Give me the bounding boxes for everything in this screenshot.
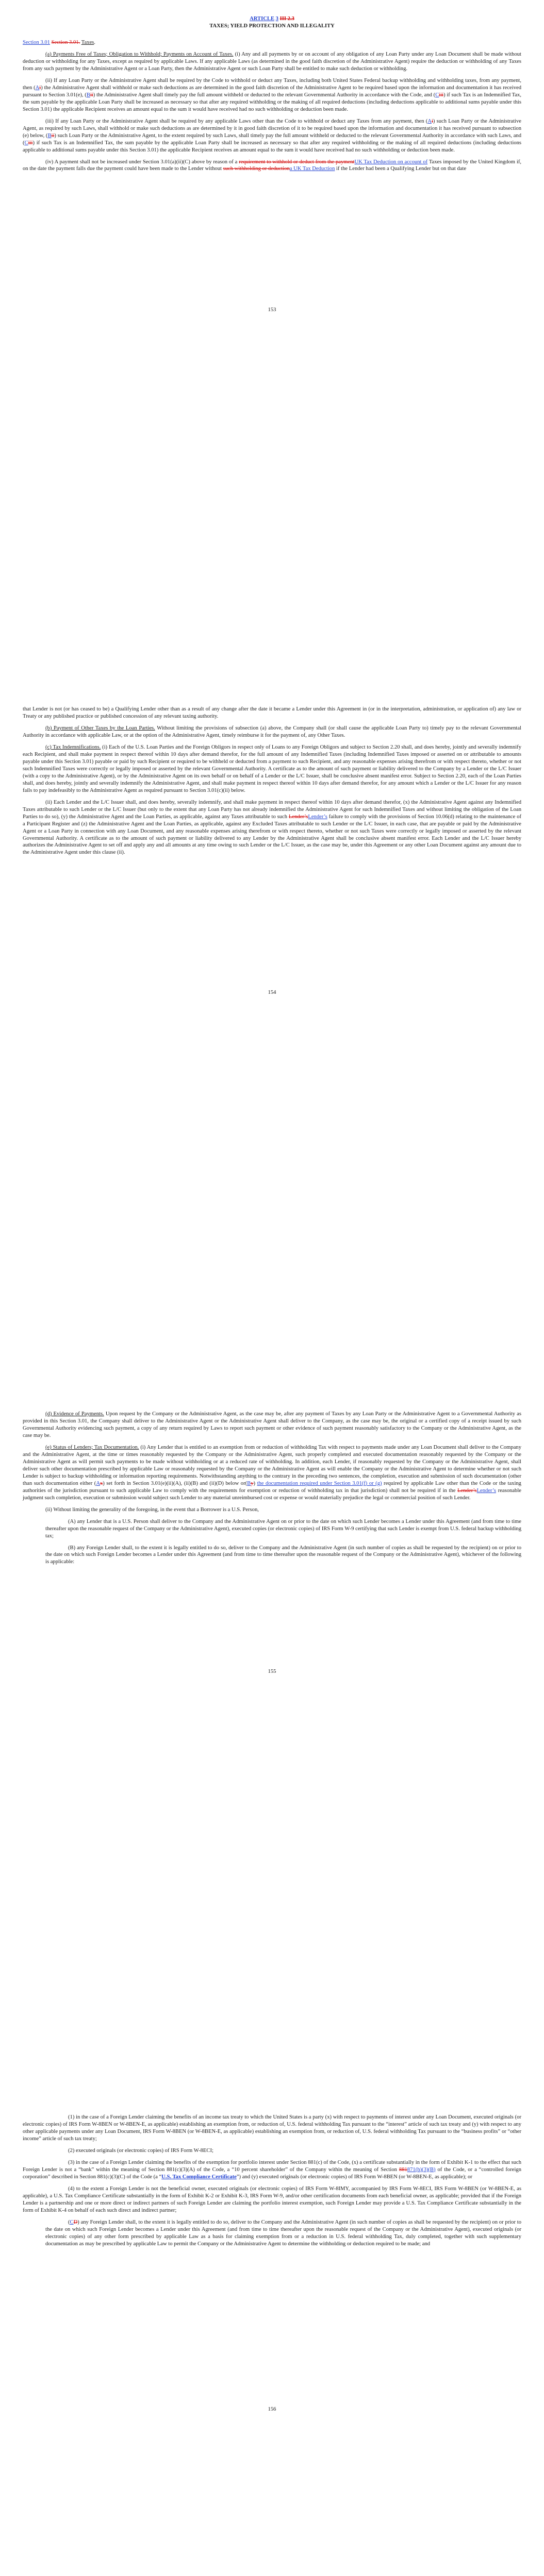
paragraph-a-i-text: (i) Any and all payments by or on account of any obligation of any Loan Party under any Loan Document shall be made without deduction or withholding for any Taxes, except as required by applicable Laws. If any applicable Laws (as determined in the good faith discretion of the Administrative Agent) require the deduction or withholding of any Taxes from any such payment by the Administrative Agent or a Loan Party, then the Administrative Agent or such Loan Party shall be entitled to make such deduction or withholding. bbox=[23, 51, 521, 72]
paragraph-e-ii-b: (B) any Foreign Lender shall, to the extent it is legally entitled to do so, deliver to the Company and the Administrative Agent (in such number of copies as shall be requested by the recipient) on or prior to the date on which such Foreign Lender becomes a Lender under this Agreement (and from time to time thereafter upon the reasonable request of the Company or the Administrative Agent), whichever of the following is applicable: bbox=[45, 1545, 521, 1565]
text-span: ) if such Tax is an Indemnified Tax, the sum payable by the applicable Loan Party shall be increased as necessary so that after any required withholding or the making of all required deductions (including deductions applicable to additional sums payable under this Section 3.01) the applicable Recipient receives an amount equal to the sum it would have received had no such withholding or deduction been made. bbox=[23, 92, 521, 112]
deleted-text: D bbox=[73, 2219, 78, 2225]
deleted-text: Lender’s bbox=[457, 1487, 477, 1494]
text-span: reasonable judgment such completion, execution or submission would subject such Lender to any material unreimbursed cost or expense or would materially prejudice the legal or commercial position of such Lender. bbox=[23, 1487, 521, 1501]
paragraph-e-ii-b-4: (4) to the extent a Foreign Lender is not the beneficial owner, executed originals (or electronic copies) of IRS Form W-8IMY, accompanied by IRS Form W-8ECI, IRS Form W-8BEN (or W-8BEN-E, as applicable), a U.S. Tax Compliance Certificate substantially in the form of Exhibit K-2 or Exhibit K-3, IRS Form W-9, and/or other certification documents from each beneficial owner, as applicable; provided that if the Foreign Lender is a partnership and one or more direct or indirect partners of such Foreign Lender are claiming the portfolio interest exemption, such Foreign Lender may provide a U.S. Tax Compliance Certificate substantially in the form of Exhibit K-4 on behalf of each such direct and indirect partner; bbox=[23, 2185, 521, 2213]
deleted-text: such withholding or deduction bbox=[223, 166, 290, 172]
text-span: ) if such Tax is an Indemnified Tax, the sum payable by the applicable Loan Party shall be increased as necessary so that after any required withholding or the making of all required deductions (including deductions applicable to additional sums payable under this Section 3.01) the applicable Recipient receives an amount equal to the sum it would have received had no such withholding or deduction been made. bbox=[23, 140, 521, 153]
paragraph-e-ii-a: (A) any Lender that is a U.S. Person shall deliver to the Company and the Administrative Agent on or prior to the date on which such Lender becomes a Lender under this Agreement (and from time to time thereafter upon the reasonable request of the Company or the Administrative Agent), executed copies (or electronic copies) of IRS Form W-9 certifying that such Lender is exempt from U.S. federal backup withholding tax; bbox=[45, 1518, 521, 1539]
page-number: 155 bbox=[268, 1669, 276, 1674]
inserted-defined-term: U.S. Tax Compliance Certificate bbox=[161, 2174, 237, 2180]
deleted-text: 881 bbox=[399, 2166, 407, 2173]
deleted-text: iii bbox=[439, 92, 444, 98]
deleted-text: Lender’s bbox=[288, 814, 308, 820]
page-154 bbox=[0, 703, 544, 1406]
section-number-inserted: Section 3.01 bbox=[23, 39, 50, 45]
deleted-text: i bbox=[39, 84, 41, 91]
page-155 bbox=[0, 1406, 544, 2110]
paragraph-a-iii bbox=[23, 118, 521, 154]
paragraph-b bbox=[23, 725, 521, 739]
inserted-text: C bbox=[70, 2219, 74, 2225]
paragraph-e-ii-c bbox=[45, 2219, 521, 2248]
paragraph-a-ii bbox=[23, 77, 521, 113]
article-heading bbox=[23, 15, 521, 23]
inserted-text: C bbox=[435, 92, 439, 98]
paragraph-continued: that Lender is not (or has ceased to be) a Qualifying Lender other than as a result of any change after the date it became a Lender under this Agreement in (or in the interpretation, administration, or application of) any law or Treaty or any published practice or published concession of any relevant taxing authority. bbox=[23, 706, 521, 719]
article-heading-new-number: 3 bbox=[275, 16, 278, 22]
text-span: ”) and (y) executed originals (or electronic copies) of IRS Form W-8BEN (or W-8BEN-E, as applicable); or bbox=[236, 2174, 472, 2180]
paragraph-e-ii-b-1: (1) in the case of a Foreign Lender claiming the benefits of an income tax treaty to which the United States is a party (x) with respect to payments of interest under any Loan Document, executed originals (or electronic copies) of IRS Form W-8BEN or W-8BEN-E, as applicable) establishing an exemption from, or reduction of, U.S. federal withholding Tax pursuant to the “interest” article of such tax treaty and (y) with respect to any other applicable payments under any Loan Document, IRS Form W-8BEN (or W-8BEN-E, as applicable) establishing an exemption from, or reduction of, U.S. federal withholding Tax pursuant to the “business profits” or “other income” article of such tax treaty; bbox=[23, 2114, 521, 2142]
page-153 bbox=[0, 0, 544, 703]
text-span: ) set forth in Section 3.01(e)(ii)(A), (ii)(B) and (ii)(D) below or( bbox=[103, 1480, 248, 1486]
paragraph-c-i-text: (i) Each of the U.S. Loan Parties and the Foreign Obligors in respect only of Loans to any Foreign Obligors and subject to Section 2.20 shall, and does hereby, jointly and severally indemnify each Recipient, and shall make payment in respect thereof within 10 days after demand therefor, for the full amount of any Indemnified Taxes (including Indemnified Taxes imposed or asserted on or attributable to amounts payable under this Section 3.01) payable or paid by such Recipient or required to be withheld or deducted from a payment to such Recipient, and any reasonable expenses arising therefrom or with respect thereto, whether or not such Indemnified Taxes were correctly or legally imposed or asserted by the relevant Governmental Authority. A certificate as to the amount of such payment or liability delivered to the Company by a Lender or the L/C Issuer (with a copy to the Administrative Agent), or by the Administrative Agent on its own behalf or on behalf of a Lender or the L/C Issuer, shall be conclusive absent manifest error. Subject to Section 2.20, each of the Loan Parties shall, and does hereby, jointly and severally indemnify the Administrative Agent, and shall make payment in respect thereof within 10 days after demand therefor, for any amount which a Lender or the L/C Issuer for any reason fails to pay indefeasibly to the Administrative Agent as required pursuant to Section 3.01(c)(ii) below. bbox=[23, 744, 521, 793]
inserted-text: 871(h)(3)(B) bbox=[407, 2166, 436, 2173]
inserted-text: Lender’s bbox=[308, 814, 327, 820]
text-span: (ii) If any Loan Party or the Administrative Agent shall be required by the Code to withhold or deduct any Taxes, including both United States Federal backup withholding and withholding taxes, from any payment, then ( bbox=[23, 77, 521, 91]
paragraph-a-iv bbox=[23, 159, 521, 173]
text-span: ) any Foreign Lender shall, to the extent it is legally entitled to do so, deliver to the Company and the Administrative Agent (in such number of copies as shall be requested by the recipient) on or prior to the date on which such Foreign Lender becomes a Lender under this Agreement (and from time to time thereafter upon the reasonable request of the Company or the Administrative Agent), executed originals (or electronic copies) of any other form prescribed by applicable Law as a basis for claiming exemption from or a reduction in U.S. federal withholding Tax, duly completed, together with such supplementary documentation as may be prescribed by applicable Law to permit the Company or the Administrative Agent to determine the withholding or deduction required to be made; and bbox=[45, 2219, 521, 2247]
page-number: 153 bbox=[268, 307, 276, 313]
text-span: ) the Administrative Agent shall timely pay the full amount withheld or deducted to the relevant Governmental Authority in accordance with the Code, and ( bbox=[93, 92, 436, 98]
paragraph-e-ii-b-2: (2) executed originals (or electronic copies) of IRS Form W-8ECI; bbox=[68, 2147, 213, 2154]
inserted-text: C bbox=[24, 140, 28, 146]
paragraph-c-i bbox=[23, 744, 521, 794]
text-span: failure to comply with the provisions of Section 10.06(d) relating to the maintenance of a Participant Register and (z) the Administrative Agent and the Loan Parties, as applicable, against any Excluded Taxes attributable to such Lender or the L/C Issuer, in each case, that are payable or paid by the Administrative Agent or a Loan Party in connection with any Loan Document, and any reasonable expenses arising therefrom or with respect thereto, whether or not such Taxes were correctly or legally imposed or asserted by the relevant Governmental Authority. A certificate as to the amount of such payment or liability delivered to any Lender by the Administrative Agent shall be conclusive absent manifest error. Each Lender and the L/C Issuer hereby authorizes the Administrative Agent to set off and apply any and all amounts at any time owing to such Lender or the L/C Issuer, as the case may be, under this Agreement or any other Loan Document against any amount due to the Administrative Agent under this clause (ii). bbox=[23, 814, 521, 856]
paragraph-e-i bbox=[23, 1444, 521, 1502]
text-span: ) such Loan Party or the Administrative Agent, to the extent required by such Laws, shall timely pay the full amount withheld or deducted to the relevant Governmental Authority in accordance with such Laws, and ( bbox=[23, 132, 521, 146]
text-span: ) bbox=[253, 1480, 257, 1486]
page-number: 154 bbox=[268, 990, 276, 995]
text-span: of the Code, or a “controlled foreign corporation” described in Section 881(c)(3)(C) of the Code (a “ bbox=[23, 2166, 521, 2180]
paragraph-e-ii: (ii) Without limiting the generality of the foregoing, in the event that a Borrower is a U.S. Person, bbox=[45, 1506, 259, 1513]
paragraph-b-label: (b) Payment of Other Taxes by the Loan Parties. bbox=[45, 725, 155, 731]
paragraph-c-ii bbox=[23, 799, 521, 857]
text-span: ) the Administrative Agent shall withhold or make such deductions as are determined in the good faith discretion of the Administrative Agent to be required based upon the information and documentation it has received pursuant to Section 3.01(e), ( bbox=[23, 84, 521, 98]
paragraph-b-text: Without limiting the provisions of subsection (a) above, the Company shall (or shall cause the applicable Loan Party to) timely pay to the relevant Governmental Authority in accordance with applicable Law, or at the option of the Administrative Agent, timely reimburse it for the payment of, any Other Taxes. bbox=[23, 725, 521, 738]
inserted-text: B bbox=[47, 132, 52, 139]
deleted-text: iii bbox=[28, 140, 33, 146]
deleted-text: ii bbox=[51, 132, 55, 139]
inserted-text: a UK Tax Deduction bbox=[289, 166, 335, 172]
paragraph-c-label: (c) Tax Indemnifications. bbox=[45, 744, 101, 750]
inserted-text: B bbox=[247, 1480, 251, 1486]
inserted-text: A bbox=[35, 84, 40, 91]
text-span: ( bbox=[68, 2219, 70, 2225]
inserted-text: the documentation required under Section 3.01(f) or (g) bbox=[257, 1480, 382, 1486]
deleted-text: x bbox=[100, 1480, 103, 1486]
paragraph-d bbox=[23, 1411, 521, 1439]
text-span: ) such Loan Party or the Administrative Agent, as required by such Laws, shall withhold or make such deductions as are determined by it in good faith discretion of it to be required based upon the information and documentation it has received pursuant to subsection (e) below, ( bbox=[23, 118, 521, 139]
inserted-text: A bbox=[96, 1480, 100, 1486]
section-heading: Section 3.01 Section 3.01. Taxes. bbox=[23, 39, 95, 45]
paragraph-a-label: (a) Payments Free of Taxes; Obligation to Withhold; Payments on Account of Taxes. bbox=[45, 51, 234, 57]
paragraph-e-label: (e) Status of Lenders; Tax Documentation. bbox=[45, 1444, 139, 1450]
text-span: (ii) Each Lender and the L/C Issuer shall, and does hereby, severally indemnify, and shall make payment in respect thereof within 10 days after demand therefor, (x) the Administrative Agent against any Indemnified Taxes attributable to such Lender or the L/C Issuer (but only to the extent that any Loan Party has not already indemnified the Administrative Agent for such Indemnified Taxes and without limiting the obligation of the Loan Parties to do so), (y) the Administrative Agent and the Loan Parties, as applicable, against any Taxes attributable to such bbox=[23, 799, 521, 820]
deleted-text: y bbox=[251, 1480, 254, 1486]
page-number: 156 bbox=[268, 2406, 276, 2412]
inserted-text: B bbox=[86, 92, 90, 98]
inserted-text: A bbox=[427, 118, 432, 124]
text-span: (3) in the case of a Foreign Lender claiming the benefits of the exemption for portfolio interest under Section 881(c) of the Code, (x) a certificate substantially in the form of Exhibit K-1 to the effect that such Foreign Lender is not a “bank” within the meaning of Section 881(c)(3)(A) of the Code, a “10 percent shareholder” of the Company within the meaning of Section bbox=[23, 2159, 521, 2173]
article-heading-prefix: ARTICLE bbox=[250, 16, 275, 22]
text-span: (iv) A payment shall not be increased under Section 3.01(a)(ii)(C) above by reason of a bbox=[45, 159, 239, 165]
section-number-deleted: Section 3.01. bbox=[51, 39, 80, 45]
text-span: if the Lender had been a Qualifying Lender but on that date bbox=[335, 166, 467, 172]
paragraph-d-label: (d) Evidence of Payments. bbox=[45, 1411, 104, 1417]
article-title: TAXES; YIELD PROTECTION AND ILLEGALITY bbox=[209, 23, 335, 29]
paragraph-d-text: Upon request by the Company or the Administrative Agent, as the case may be, after any payment of Taxes by any Loan Party or the Administrative Agent to a Governmental Authority as provided in this Section 3.01, the Company shall deliver to the Administrative Agent or the Administrative Agent shall deliver to the Company, as the case may be, the original or a certified copy of a receipt issued by such Governmental Authority evidencing such payment, a copy of any return required by Laws to report such payment or other evidence of such payment reasonably satisfactory to the Company or the Administrative Agent, as the case may be. bbox=[23, 1411, 521, 1438]
text-span: (i) Any Lender that is entitled to an exemption from or reduction of withholding Tax with respect to payments made under any Loan Document shall deliver to the Company and the Administrative Agent, at the time or times reasonably requested by the Company or the Administrative Agent, such properly completed and executed documentation reasonably requested by the Company or the Administrative Agent as will permit such payments to be made without withholding or at a reduced rate of withholding. In addition, each Lender, if reasonably requested by the Company or the Administrative Agent, shall deliver such other documentation prescribed by applicable Law or reasonably requested by the Company or the Administrative Agent as will enable the Company or the Administrative Agent to determine whether or not such Lender is subject to backup withholding or information reporting requirements. Notwithstanding anything to the contrary in the preceding two sentences, the completion, execution and submission of such documentation (other than such documentation either ( bbox=[23, 1444, 521, 1486]
inserted-text: UK Tax Deduction on account of bbox=[354, 159, 428, 165]
paragraph-a-i bbox=[23, 51, 521, 73]
page-156 bbox=[0, 2110, 544, 2576]
deleted-text: i bbox=[431, 118, 433, 124]
article-heading-old-number: III 2.3 bbox=[279, 16, 294, 22]
text-span: (iii) If any Loan Party or the Administrative Agent shall be required by any applicable Laws other than the Code to withhold or deduct any Taxes from any payment, then ( bbox=[45, 118, 428, 124]
text-span: required by applicable Law other than the Code or the taxing authorities of the jurisdiction pursuant to such applicable Law to comply with the requirements for exemption or reduction of withholding tax in that jurisdiction) shall not be required if in the bbox=[23, 1480, 521, 1494]
section-title: Taxes bbox=[81, 39, 94, 45]
inserted-text: Lender’s bbox=[476, 1487, 497, 1494]
deleted-text: requirement to withhold or deduct from the payment bbox=[239, 159, 355, 165]
deleted-text: ii bbox=[90, 92, 93, 98]
text-span: Taxes imposed by the United Kingdom if, on the date the payment falls due the payment could have been made to the Lender without bbox=[23, 159, 522, 172]
paragraph-e-ii-b-3 bbox=[23, 2159, 521, 2181]
